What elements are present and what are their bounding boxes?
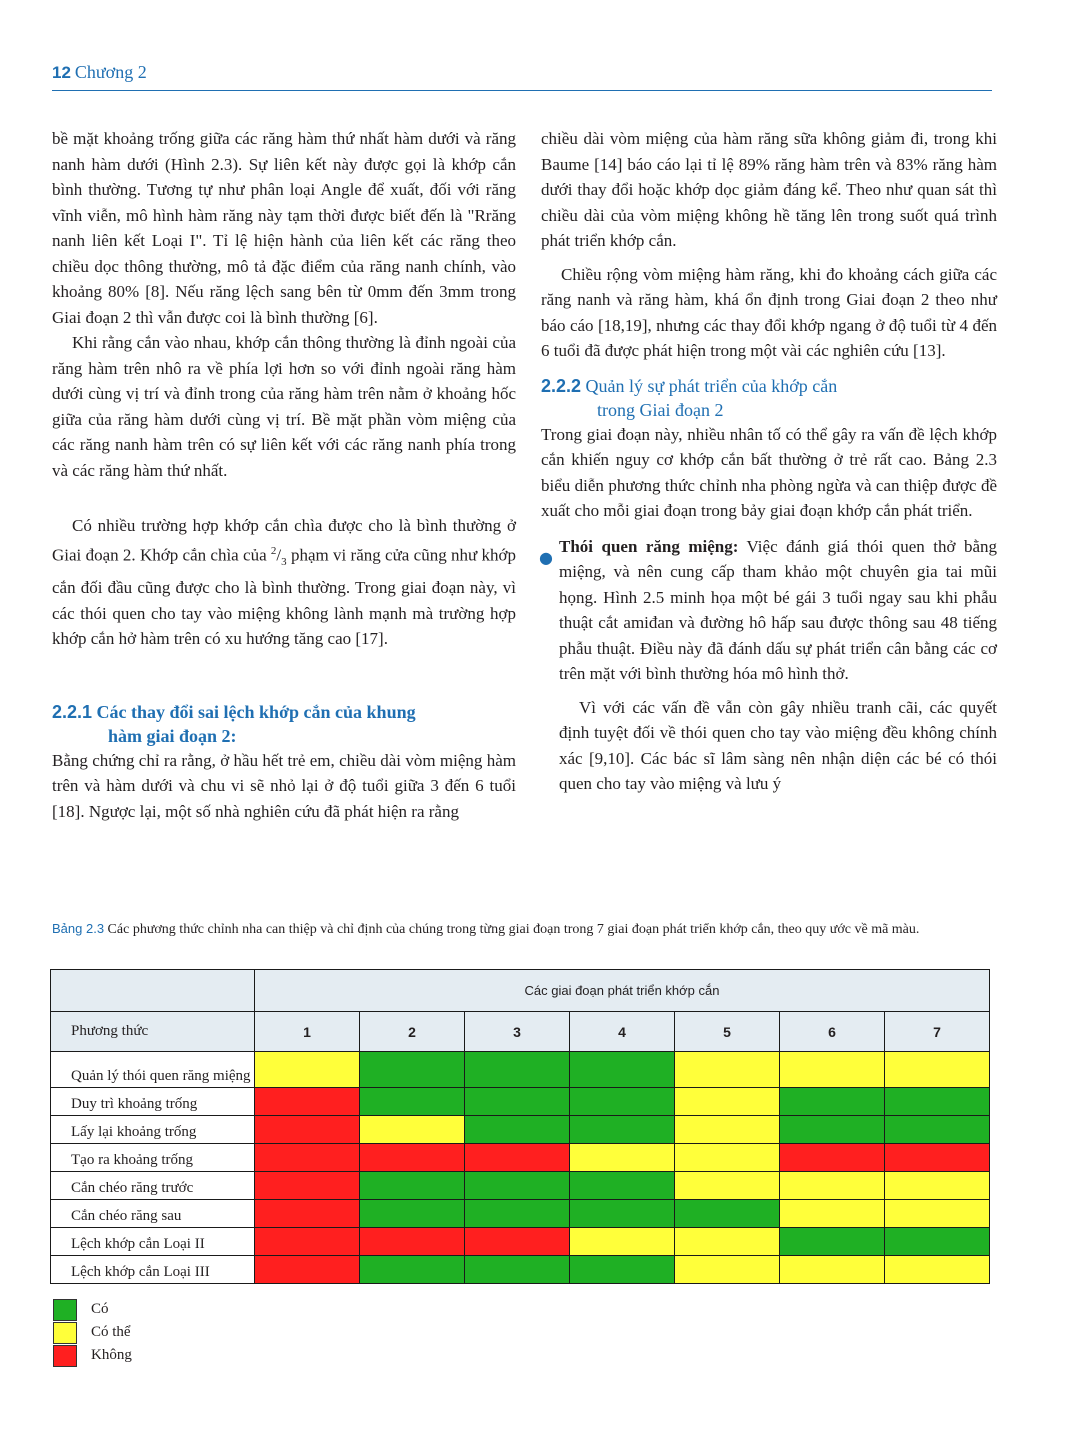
stage-cell <box>255 1172 360 1200</box>
table-row <box>51 1052 990 1088</box>
stage-header-1: 1 <box>255 1012 360 1052</box>
chapter-title: Chương 2 <box>74 62 147 82</box>
stage-header-2: 2 <box>360 1012 465 1052</box>
stage-cell <box>780 1088 885 1116</box>
stage-cell <box>780 1052 885 1088</box>
stage-cell <box>675 1256 780 1284</box>
paragraph: Trong giai đoạn này, nhiều nhân tố có thể gây ra vấn đề lệch khớp cắn khiến nguy cơ khớp cắn bất thường ở trẻ rất cao. Bảng 2.3 biểu diễn phương thức chỉnh nha phòng ngừa và can thiệp được đề xuất cho mỗi giai đoạn trong bảy giai đoạn khớp cắn phát triển. <box>541 424 997 520</box>
stage-header-7: 7 <box>885 1012 990 1052</box>
row-label: Lấy lại khoảng trống <box>51 1116 255 1144</box>
stage-cell <box>885 1088 990 1116</box>
stage-cell <box>780 1144 885 1172</box>
stage-cell <box>780 1200 885 1228</box>
stage-cell <box>675 1228 780 1256</box>
row-label: Lệch khớp cắn Loại III <box>51 1256 255 1284</box>
stage-cell <box>360 1144 465 1172</box>
stage-cell <box>570 1256 675 1284</box>
stage-cell <box>675 1088 780 1116</box>
row-label: Tạo ra khoảng trống <box>51 1144 255 1172</box>
legend-label: Có thể <box>91 1324 131 1340</box>
stage-cell <box>360 1088 465 1116</box>
paragraph: Có nhiều trường hợp khớp cắn chìa được cho là bình thường ở Giai đoạn 2. Khớp cắn chìa của $^2/_3$ phạm vi răng cửa cũng như khớp cắn đối đầu cũng được cho là bình thường. Trong giai đoạn này, vì các thói quen cho tay vào miệng không lành mạnh mà trường hợp khớp cắn hở hàm trên có xu hướng tăng cao [17]. <box>52 516 516 649</box>
stage-cell <box>570 1052 675 1088</box>
stage-header-6: 6 <box>780 1012 885 1052</box>
method-header: Phương thức <box>51 1012 255 1052</box>
stage-cell <box>255 1256 360 1284</box>
page-number: 12 <box>52 63 71 82</box>
color-legend <box>53 1298 132 1367</box>
legend-swatch <box>53 1299 77 1321</box>
legend-label: Có <box>91 1301 109 1317</box>
stage-cell <box>570 1172 675 1200</box>
bullet-icon: ● <box>539 547 553 567</box>
stage-cell <box>465 1256 570 1284</box>
stage-cell <box>465 1200 570 1228</box>
paragraph: chiều dài vòm miệng của hàm răng sữa không giảm đi, trong khi Baume [14] báo cáo lại tỉ lệ 89% răng hàm trên và 83% răng hàm dưới thay đổi hoặc khớp dọc giảm đáng kể. Theo như quan sát thì chiều dài của vòm miệng không hề tăng lên trong suốt quá trình phát triển khớp cắn. <box>541 129 997 250</box>
stage-cell <box>570 1116 675 1144</box>
paragraph: Bằng chứng chỉ ra rằng, ở hầu hết trẻ em, chiều dài vòm miệng hàm trên và hàm dưới và chu vi sẽ nhỏ lại ở độ tuổi giữa 3 đến 6 tuổi [18]. Ngược lại, một số nhà nghiên cứu đã phát hiện ra rằng <box>52 750 516 821</box>
table-row <box>51 1088 990 1116</box>
stage-cell <box>675 1200 780 1228</box>
paragraph: bề mặt khoảng trống giữa các răng hàm thứ nhất hàm dưới và răng nanh hàm dưới (Hình 2.3). Sự liên kết này được gọi là khớp cắn bình thường. Tương tự như phân loại Angle để xuất, đối với răng vĩnh viễn, mô hình hàm răng này tạm thời được biết đến là "Rrăng nanh liên kết Loại I". Tỉ lệ hiện hành của liên kết các răng theo chiều dọc thông thường, mô tả đặc điểm của răng nanh chính, vào khoảng 80% [8]. Nếu răng lệch sang bên từ 0mm đến 3mm trong Giai đoạn 2 thì vẫn được coi là bình thường [6]. <box>52 129 516 327</box>
row-label: Lệch khớp cắn Loại II <box>51 1228 255 1256</box>
table-caption: Bảng 2.3 Các phương thức chỉnh nha can thiệp và chỉ định của chúng trong từng giai đoạn trong 7 giai đoạn phát triển khớp cắn, theo quy ước về mã màu. <box>52 921 920 937</box>
table-row <box>51 1172 990 1200</box>
stage-cell <box>360 1256 465 1284</box>
bullet-item <box>541 534 997 797</box>
table-row <box>51 1144 990 1172</box>
row-label: Cắn chéo răng sau <box>51 1200 255 1228</box>
stage-cell <box>675 1116 780 1144</box>
row-label: Quản lý thói quen răng miệng <box>51 1052 255 1088</box>
stage-header-4: 4 <box>570 1012 675 1052</box>
stage-table <box>50 969 990 1284</box>
stage-cell <box>780 1228 885 1256</box>
stage-cell <box>465 1116 570 1144</box>
table-corner <box>51 970 255 1012</box>
stage-cell <box>780 1256 885 1284</box>
stage-cell <box>255 1116 360 1144</box>
legend-swatch <box>53 1322 77 1344</box>
stage-cell <box>360 1052 465 1088</box>
stage-cell <box>465 1144 570 1172</box>
stage-cell <box>465 1052 570 1088</box>
stage-cell <box>885 1144 990 1172</box>
stage-cell <box>570 1228 675 1256</box>
group-header: Các giai đoạn phát triển khớp cắn <box>255 970 990 1012</box>
paragraph: Chiều rộng vòm miệng hàm răng, khi đo khoảng cách giữa các răng nanh và răng hàm, khá ổn định trong Giai đoạn 2 theo như báo cáo [18,19], nhưng các thay đổi khớp ngang ở độ tuổi từ 4 đến 6 tuổi đã được phát hiện trong một vài các nghiên cứu [13]. <box>541 264 997 360</box>
stage-cell <box>255 1088 360 1116</box>
stage-cell <box>255 1228 360 1256</box>
legend-swatch <box>53 1345 77 1367</box>
stage-cell <box>885 1116 990 1144</box>
table-row <box>51 1200 990 1228</box>
stage-cell <box>675 1144 780 1172</box>
legend-item <box>53 1298 132 1321</box>
section-heading-2-2-2: 2.2.2 Quản lý sự phát triển của khớp cắn trong Giai đoạn 2 <box>541 375 838 420</box>
table-row <box>51 1116 990 1144</box>
stage-cell <box>885 1052 990 1088</box>
stage-cell <box>780 1116 885 1144</box>
stage-header-3: 3 <box>465 1012 570 1052</box>
legend-item <box>53 1321 132 1344</box>
stage-cell <box>675 1052 780 1088</box>
paragraph: Khi rằng cắn vào nhau, khớp cắn thông thường là đỉnh ngoài của răng hàm trên nhô ra về phía lợi hơn so với đỉnh ngoài răng hàm dưới cùng vị trí và đỉnh trong của răng hàm trên nằm ở khoảng hốc giữa của răng hàm dưới cùng vị trí. Bề mặt phần vòm miệng của các răng nanh hàm trên có sự liên kết với các răng nanh phía trong và các răng hàm thứ nhất. <box>52 333 516 480</box>
stage-cell <box>465 1172 570 1200</box>
stage-cell <box>885 1200 990 1228</box>
stage-cell <box>360 1200 465 1228</box>
stage-cell <box>885 1228 990 1256</box>
right-column <box>541 126 997 797</box>
stage-cell <box>885 1172 990 1200</box>
row-label: Duy trì khoảng trống <box>51 1088 255 1116</box>
page-header <box>52 62 992 91</box>
left-column <box>52 126 516 824</box>
stage-cell <box>570 1200 675 1228</box>
stage-cell <box>780 1172 885 1200</box>
legend-label: Không <box>91 1347 132 1363</box>
table-row <box>51 1228 990 1256</box>
stage-cell <box>360 1172 465 1200</box>
stage-cell <box>570 1088 675 1116</box>
stage-cell <box>360 1116 465 1144</box>
stage-cell <box>255 1200 360 1228</box>
row-label: Cắn chéo răng trước <box>51 1172 255 1200</box>
paragraph: Vì với các vấn đề vẫn còn gây nhiều tranh cãi, các quyết định tuyệt đối về thói quen cho tay vào miệng đều không chính xác [9,10]. Các bác sĩ lâm sàng nên nhận diện các bé có thói quen cho tay vào miệng và lưu ý <box>559 697 997 793</box>
legend-item <box>53 1344 132 1367</box>
stage-cell <box>675 1172 780 1200</box>
stage-cell <box>360 1228 465 1256</box>
stage-cell <box>465 1228 570 1256</box>
stage-cell <box>465 1088 570 1116</box>
stage-cell <box>570 1144 675 1172</box>
stage-cell <box>885 1256 990 1284</box>
stage-cell <box>255 1052 360 1088</box>
stage-header-5: 5 <box>675 1012 780 1052</box>
stage-cell <box>255 1144 360 1172</box>
table-row <box>51 1256 990 1284</box>
section-heading-2-2-1: 2.2.1 Các thay đổi sai lệch khớp cắn của khung hàm giai đoạn 2: <box>52 701 416 746</box>
bullet-text: Thói quen răng miệng: Việc đánh giá thói quen thở bằng miệng, và nên cung cấp tham khảo một chuyên gia tai mũi họng. Hình 2.5 minh họa một bé gái 3 tuổi ngay sau khi phẫu thuật cắt amiđan và đường hô hấp sau được thông sau 48 tiếng phẫu thuật. Điều này đã đánh dấu sự phát triển cân bằng các cơ trên mặt với bình thường hóa mô hình thở. <box>559 536 997 683</box>
